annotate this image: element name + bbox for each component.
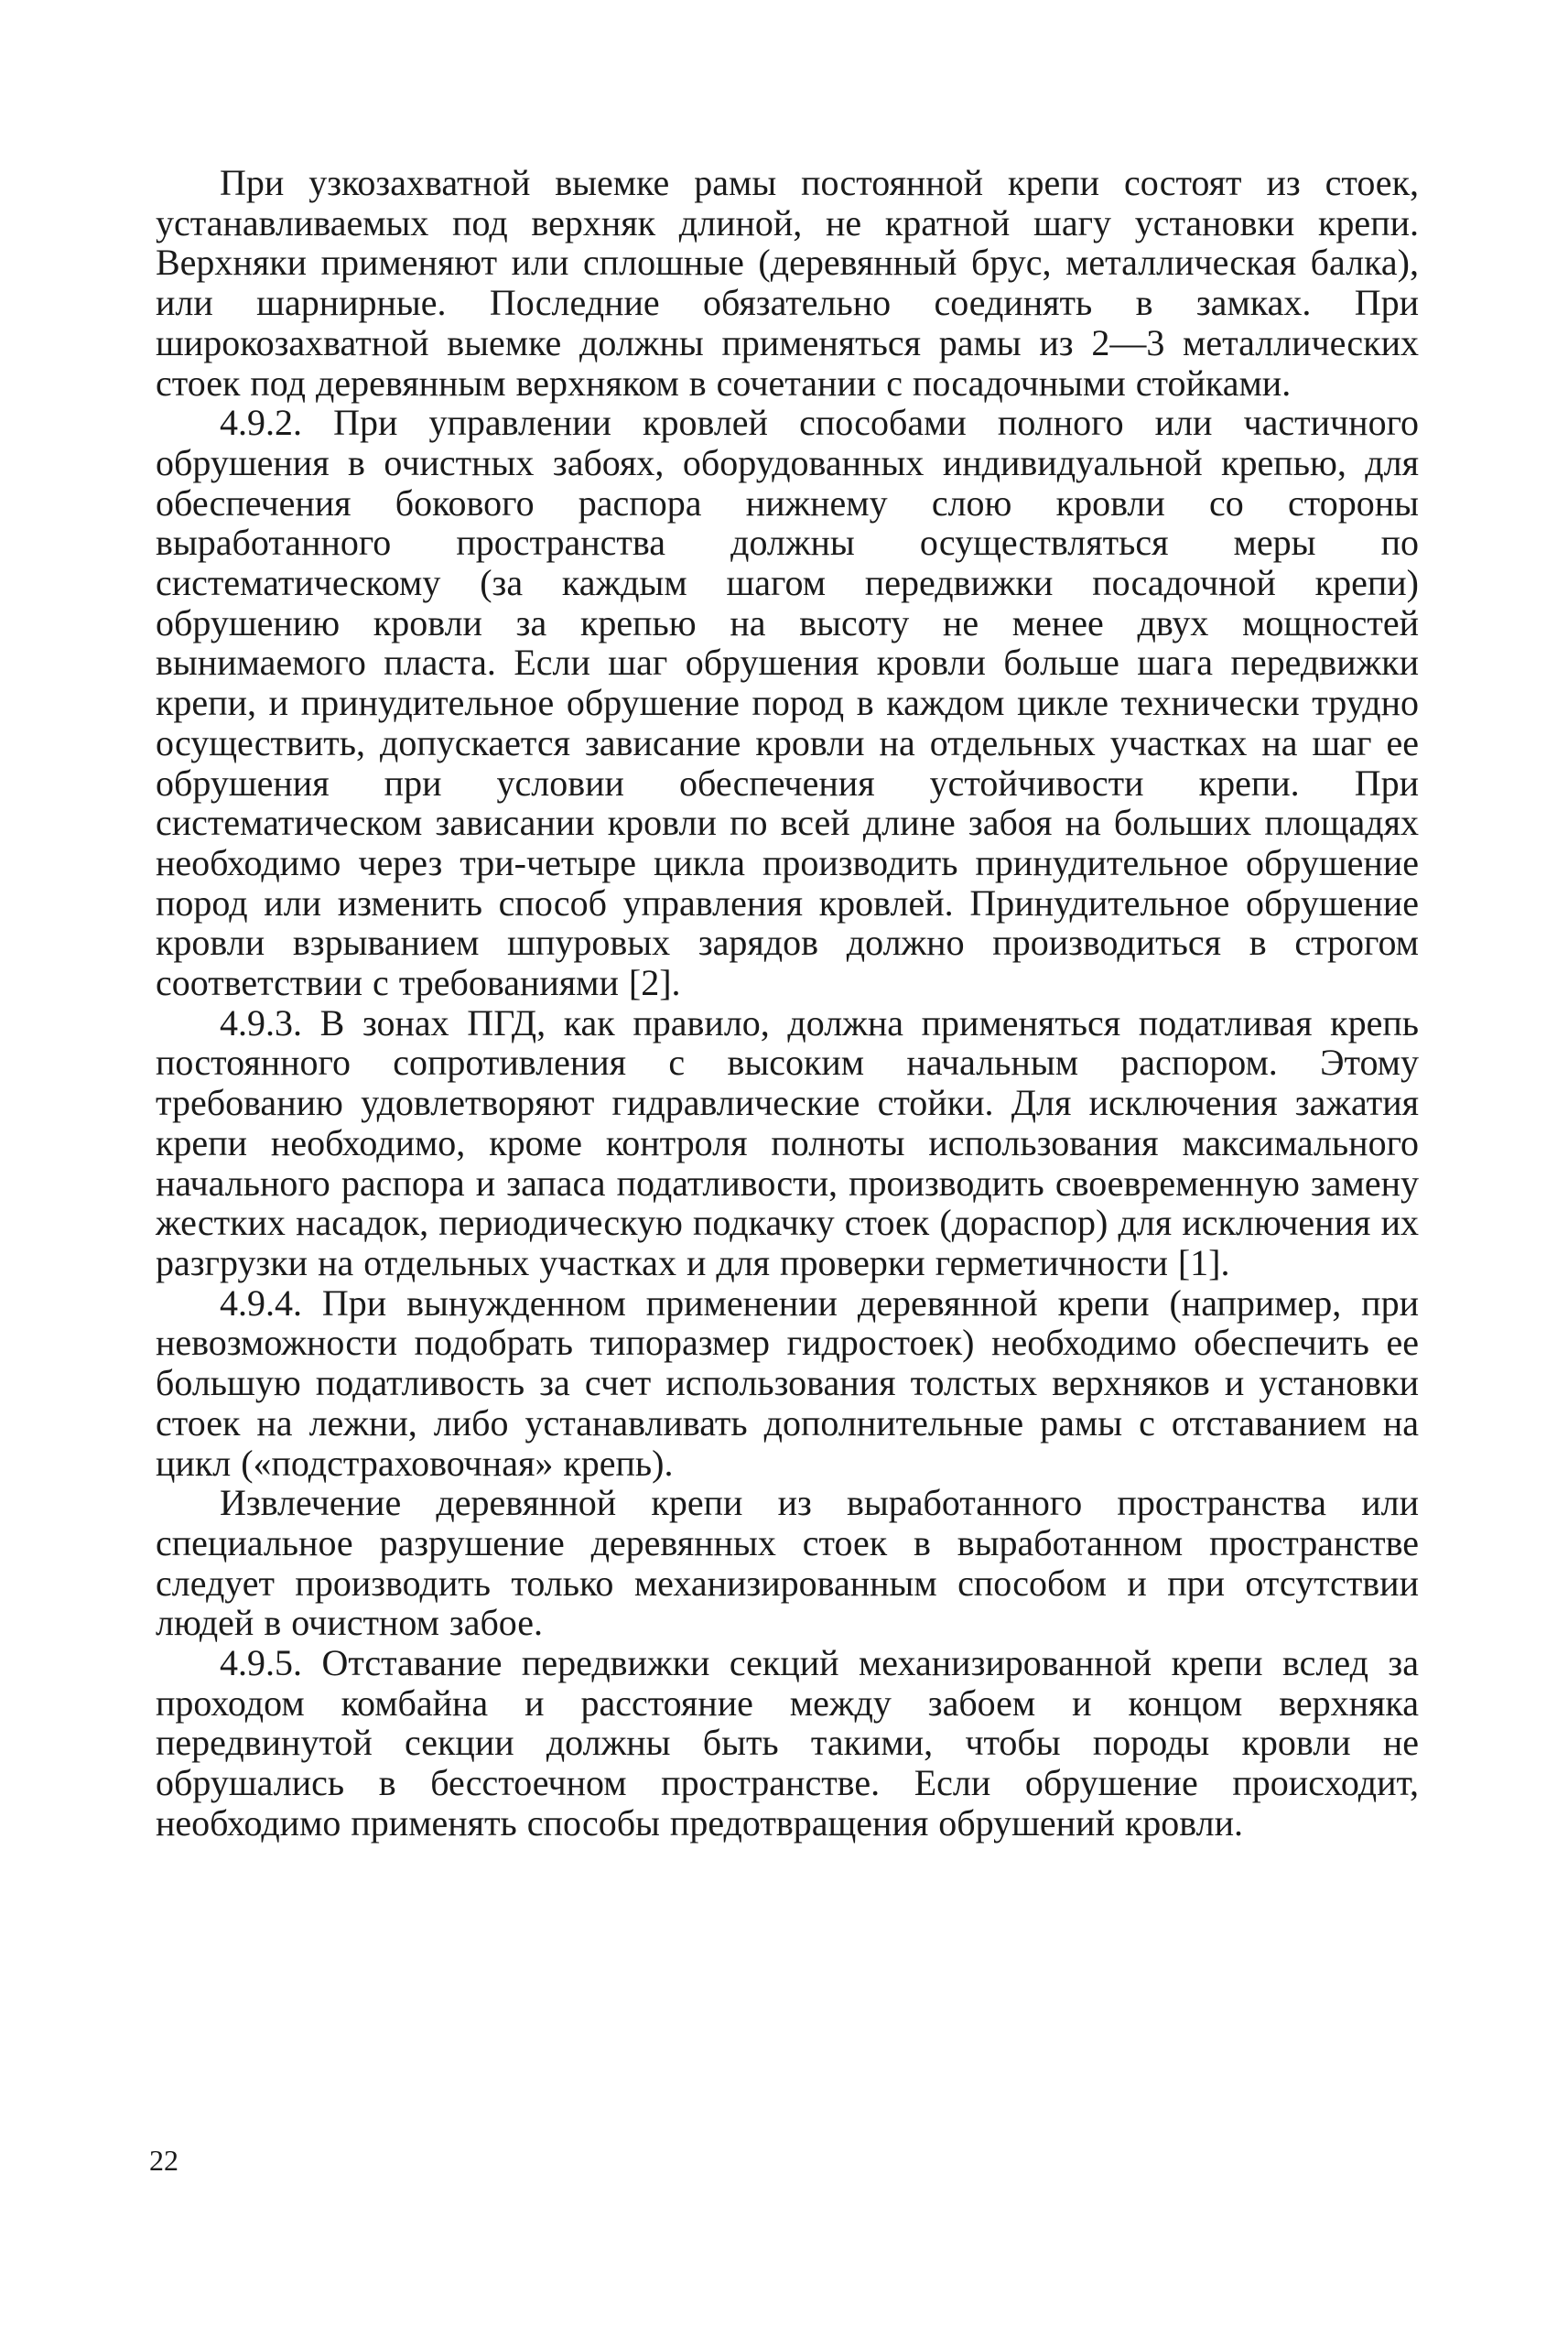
paragraph-4-9-2: 4.9.2. При управлении кровлей способами полного или частичного обрушения в очистных забоях, оборудованных индивидуальной крепью, для обеспечения бокового распора нижнему слою кровли со стороны выработанного пространства должны осуществляться меры по систематическому (за каждым шагом передвижки посадочной крепи) обрушению кровли за крепью на высоту не менее двух мощностей вынимаемого пласта. Если шаг обрушения кровли больше шага передвижки крепи, и принудительное обрушение пород в каждом цикле технически трудно осуществить, допускается зависание кровли на отдельных участках на шаг ее обрушения при условии обеспечения устойчивости крепи. При систематическом зависании кровли по всей длине забоя на больших площадях необходимо через три-четыре цикла производить принудительное обрушение пород или изменить способ управления кровлей. Принудительное обрушение кровли взрыванием шпуровых зарядов должно производиться в строгом соответствии с требованиями [2]. [156, 402, 1419, 1004]
paragraph-timber-removal: Извлечение деревянной крепи из выработанного пространства или специальное разрушение деревянных стоек в выработанном пространстве следует производить только механизированным способом и при отсутствии людей в очистном забое. [156, 1482, 1419, 1644]
page-number: 22 [149, 2144, 178, 2177]
paragraph-frame-support: При узкозахватной выемке рамы постоянной крепи состоят из стоек, устанавливаемых под верхняк длиной, не кратной шагу установки крепи. Верхняки применяют или сплошные (деревянный брус, металлическая балка), или шарнирные. Последние обязательно соединять в замках. При широкозахватной выемке должны применяться рамы из 2—3 металлических стоек под деревянным верхняком в сочетании с посадочными стойками. [156, 162, 1419, 404]
body-text [156, 163, 1419, 1844]
paragraph-4-9-3: 4.9.3. В зонах ПГД, как правило, должна применяться податливая крепь постоянного сопротивления с высоким начальным распором. Этому требованию удовлетворяют гидравлические стойки. Для исключения зажатия крепи необходимо, кроме контроля полноты использования максимального начального распора и запаса податливости, производить своевременную замену жестких насадок, периодическую подкачку стоек (дораспор) для исключения их разгрузки на отдельных участках и для проверки герметичности [1]. [156, 1001, 1419, 1283]
paragraph-4-9-5: 4.9.5. Отставание передвижки секций механизированной крепи вслед за проходом комбайна и расстояние между забоем и концом верхняка передвинутой секции должны быть такими, чтобы породы кровли не обрушались в бесстоечном пространстве. Если обрушение происходит, необходимо применять способы предотвращения обрушений кровли. [156, 1642, 1419, 1844]
paragraph-4-9-4: 4.9.4. При вынужденном применении деревянной крепи (например, при невозможности подобрать типоразмер гидростоек) необходимо обеспечить ее большую податливость за счет использования толстых верхняков и установки стоек на лежни, либо устанавливать дополнительные рамы с отставанием на цикл («подстраховочная» крепь). [156, 1281, 1419, 1484]
